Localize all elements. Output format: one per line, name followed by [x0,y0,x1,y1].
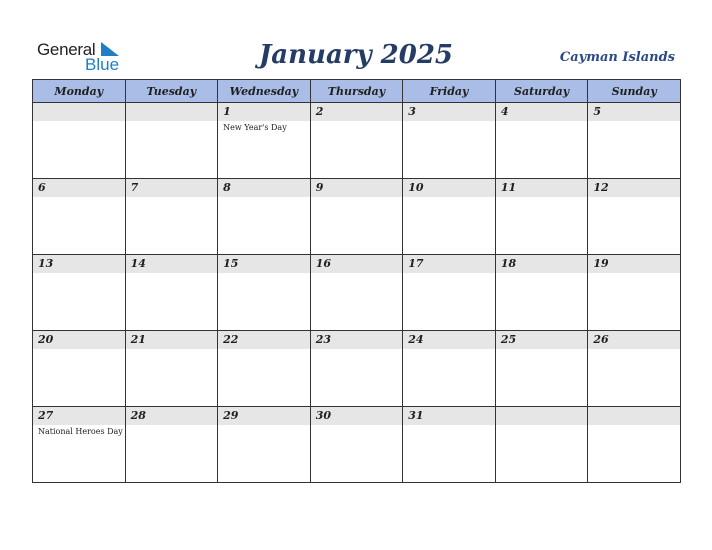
day-cell [125,179,218,255]
day-cell [310,331,403,407]
day-cell [310,407,403,483]
day-header-strip [33,331,125,349]
day-header-strip [218,255,310,273]
day-number: 6 [38,181,46,194]
empty-day-cell [125,103,218,179]
day-cell [33,331,126,407]
day-header-strip [588,103,680,121]
day-cell [403,179,496,255]
day-number: 4 [500,105,509,118]
day-header-strip [126,407,218,425]
day-header-strip [496,179,588,197]
empty-day-cell [588,407,681,483]
day-cell [588,103,681,179]
day-header-strip [126,255,218,273]
day-number: 2 [315,105,324,118]
weekday-header-sunday: Sunday [588,80,681,103]
calendar-body [33,103,681,483]
day-number: 13 [38,257,54,270]
day-number: 8 [223,181,231,194]
country-name: Cayman Islands [559,50,675,65]
weekday-header-wednesday: Wednesday [218,80,311,103]
day-header-strip [588,255,680,273]
day-number: 20 [38,333,54,346]
empty-day-cell [33,103,126,179]
day-cell [403,407,496,483]
weekday-header-row [33,80,681,103]
day-cell [218,407,311,483]
day-header-strip [403,255,495,273]
logo-blue-text: Blue [85,55,120,74]
day-header-strip [311,331,403,349]
weekday-header-thursday: Thursday [310,80,403,103]
day-number: 15 [223,257,239,270]
logo-general-text: General [37,40,96,59]
day-header-strip [218,331,310,349]
day-number: 16 [315,257,331,270]
day-number: 9 [315,181,324,194]
weekday-header-monday: Monday [33,80,126,103]
day-number: 30 [315,409,331,422]
day-cell [495,331,588,407]
day-header-strip [126,331,218,349]
day-cell [588,179,681,255]
day-number: 21 [130,333,146,346]
day-number: 17 [408,257,424,270]
day-number: 26 [593,333,609,346]
week-row [33,103,681,179]
day-header-strip [218,407,310,425]
day-header-strip [311,407,403,425]
day-header-strip [588,331,680,349]
day-cell [403,103,496,179]
day-cell [403,331,496,407]
day-header-strip [33,103,125,121]
day-number: 27 [38,409,54,422]
week-row [33,331,681,407]
day-header-strip [403,331,495,349]
holiday-label: National Heroes Day [38,427,123,436]
week-row [33,255,681,331]
day-cell [33,407,126,483]
day-number: 22 [223,333,239,346]
day-number: 23 [315,333,331,346]
day-header-strip [403,103,495,121]
day-header-strip [311,255,403,273]
day-header-strip [588,407,680,425]
calendar-title: January 2025 [258,40,454,70]
day-number: 18 [500,257,517,270]
day-cell [218,255,311,331]
day-cell [218,179,311,255]
day-cell [125,255,218,331]
day-header-strip [588,179,680,197]
day-header-strip [33,179,125,197]
day-cell [495,255,588,331]
day-header-strip [33,407,125,425]
day-header-strip [403,179,495,197]
day-header-strip [126,179,218,197]
day-number: 1 [223,105,231,118]
day-cell [495,103,588,179]
day-cell [33,179,126,255]
day-cell [588,255,681,331]
day-header-strip [218,103,310,121]
day-number: 24 [408,333,424,346]
day-cell [125,331,218,407]
day-header-strip [496,331,588,349]
day-header-strip [33,255,125,273]
day-number: 11 [500,181,517,194]
day-header-strip [496,103,588,121]
day-cell [310,103,403,179]
month-calendar [32,79,681,483]
day-header-strip [218,179,310,197]
day-number: 28 [130,409,146,422]
weekday-header-saturday: Saturday [495,80,588,103]
day-number: 3 [408,105,416,118]
day-number: 29 [223,409,239,422]
day-cell [495,179,588,255]
day-cell [310,255,403,331]
day-number: 12 [593,181,609,194]
week-row [33,407,681,483]
day-number: 25 [500,333,517,346]
day-cell [218,103,311,179]
day-header-strip [126,103,218,121]
day-cell [310,179,403,255]
day-header-strip [311,103,403,121]
empty-day-cell [495,407,588,483]
day-header-strip [496,407,588,425]
day-number: 7 [130,181,139,194]
week-row [33,179,681,255]
weekday-header-tuesday: Tuesday [125,80,218,103]
day-number: 14 [130,257,146,270]
day-number: 31 [408,409,424,422]
weekday-header-friday: Friday [403,80,496,103]
day-header-strip [403,407,495,425]
day-cell [403,255,496,331]
day-cell [125,407,218,483]
day-cell [588,331,681,407]
day-header-strip [311,179,403,197]
day-cell [218,331,311,407]
day-number: 10 [408,181,424,194]
day-header-strip [496,255,588,273]
day-number: 19 [593,257,609,270]
day-cell [33,255,126,331]
holiday-label: New Year's Day [223,123,287,132]
day-number: 5 [593,105,602,118]
